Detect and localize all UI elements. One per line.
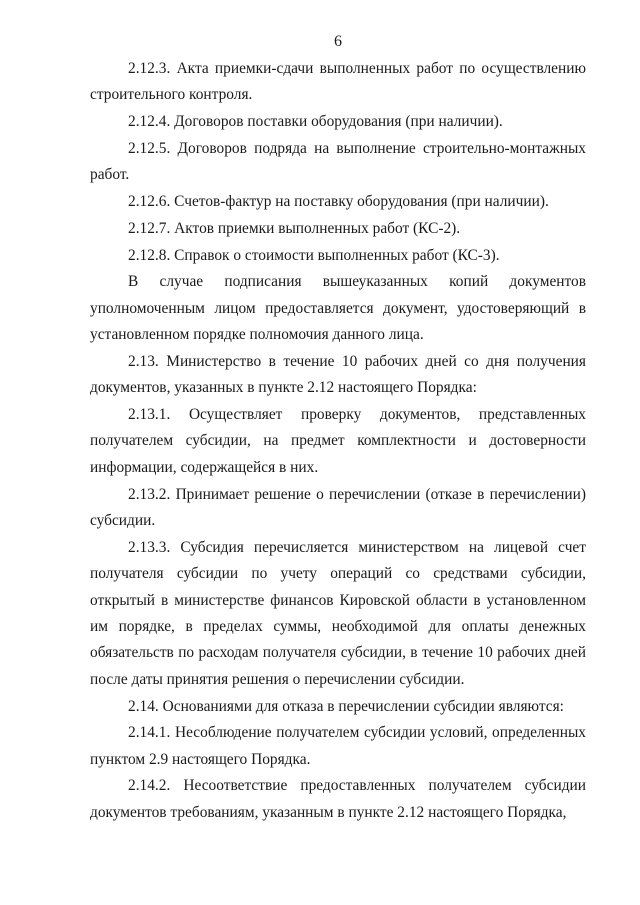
page-number: 6 [334, 33, 342, 50]
paragraph-2-12-4: 2.12.4. Договоров поставки оборудования (при наличии). [128, 113, 503, 131]
paragraph-2-14-1: 2.14.1. Несоблюдение получателем субсидии условий, определенных пунктом 2.9 настоящего Порядка. [90, 724, 586, 768]
paragraph-2-12-3: 2.12.3. Акта приемки-сдачи выполненных работ по осуществлению строительного контроля. [90, 60, 586, 104]
paragraph-2-12-6: 2.12.6. Счетов-фактур на поставку оборудования (при наличии). [128, 193, 549, 211]
paragraph-2-12-7: 2.12.7. Актов приемки выполненных работ (КС-2). [128, 219, 461, 237]
document-body [90, 56, 586, 827]
paragraph-2-12-8: 2.12.8. Справок о стоимости выполненных работ (КС-3). [128, 246, 500, 264]
paragraph-2-13-1: 2.13.1. Осуществляет проверку документов, представленных получателем субсидии, на предмет комплектности и достоверности информации, содержащейся в них. [90, 406, 586, 476]
paragraph-2-12-5: 2.12.5. Договоров подряда на выполнение строительно-монтажных работ. [90, 139, 586, 184]
paragraph-2-13-2: 2.13.2. Принимает решение о перечислении (отказе в перечислении) субсидии. [90, 485, 586, 529]
paragraph-2-13-3: 2.13.3. Субсидия перечисляется министерством на лицевой счет получателя субсидии по учету операций со средствами субсидии, открытый в министерстве финансов Кировской области в установленном им порядке, в пределах суммы, необходимой для оплаты денежных обязательств по расходам получателя субсидии, в течение 10 рабочих дней после даты принятия решения о перечислении субсидии. [90, 538, 586, 688]
paragraph-2-14: 2.14. Основаниями для отказа в перечислении субсидии являются: [128, 697, 564, 715]
paragraph-2-14-2: 2.14.2. Несоответствие предоставленных получателем субсидии документов требованиям, указанным в пункте 2.12 настоящего Порядка, [90, 777, 586, 821]
paragraph-2-13: 2.13. Министерство в течение 10 рабочих дней со дня получения документов, указанных в пункте 2.12 настоящего Порядка: [90, 352, 586, 397]
paragraph-signing-note: В случае подписания вышеуказанных копий документов уполномоченным лицом предоставляется документ, удостоверяющий в установленном порядке полномочия данного лица. [90, 273, 586, 344]
